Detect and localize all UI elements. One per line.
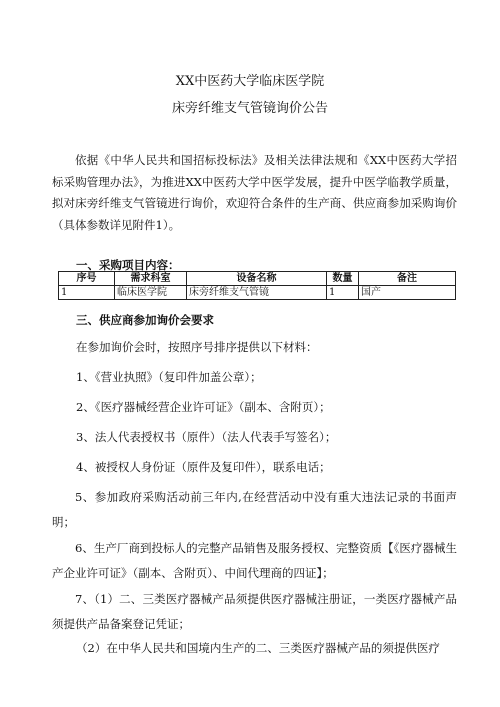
col-header-remark: 备注: [359, 272, 456, 286]
col-header-dept: 需求科室: [115, 272, 187, 286]
table-header-row: [59, 272, 456, 286]
col-header-seq: 序号: [59, 272, 115, 286]
col-header-device: 设备名称: [187, 272, 327, 286]
list-item: 2、《医疗器械经营企业许可证》（副本、含附页）；: [76, 400, 331, 414]
list-item: 6、生产厂商到投标人的完整产品销售及服务授权、完整资质【《医疗器械生产企业许可证》（副本、含附页）、中间代理商的四证】；: [52, 541, 457, 580]
section3-heading: 三、供应商参加询价会要求: [76, 313, 214, 327]
col-header-qty: 数量: [327, 272, 359, 286]
list-item: 1、《营业执照》（复印件加盖公章）；: [76, 370, 262, 384]
list-item: 4、被授权人身份证（原件及复印件），联系电话；: [76, 460, 331, 474]
table-row: [59, 286, 456, 300]
list-item: 3、法人代表授权书（原件）（法人代表手写签名）；: [76, 430, 337, 444]
list-item: （2）在中华人民共和国境内生产的二、三类医疗器械产品的须提供医疗: [76, 641, 440, 655]
institution-title: XX中医药大学临床医学院: [175, 74, 325, 89]
intro-paragraph: 依据《中华人民共和国招标投标法》及相关法律法规和《XX中医药大学招标采购管理办法》，为推进XX中医药大学中医学发展，提升中医学临教学质量，拟对床旁纤维支气管镜进行询价，欢迎符合条件的生产商、供应商参加采购询价（具体参数详见附件1）。: [52, 153, 457, 232]
cell-qty: 1: [327, 286, 359, 300]
list-item: 5、参加政府采购活动前三年内,在经营活动中没有重大违法记录的书面声明；: [52, 490, 457, 529]
cell-remark: 国产: [359, 286, 456, 300]
notice-title: 床旁纤维支气管镜询价公告: [171, 101, 328, 116]
cell-device: 床旁纤维支气管镜: [187, 286, 327, 300]
cell-dept: 临床医学院: [115, 286, 187, 300]
cell-seq: 1: [59, 286, 115, 300]
list-item: 7、（1）二、三类医疗器械产品须提供医疗器械注册证，一类医疗器械产品须提供产品备案登记凭证；: [52, 592, 457, 631]
procurement-table: [58, 271, 456, 300]
section3-lead: 在参加询价会时，按照序号排序提供以下材料：: [76, 340, 318, 354]
section1-heading: 一、采购项目内容：: [76, 258, 180, 272]
